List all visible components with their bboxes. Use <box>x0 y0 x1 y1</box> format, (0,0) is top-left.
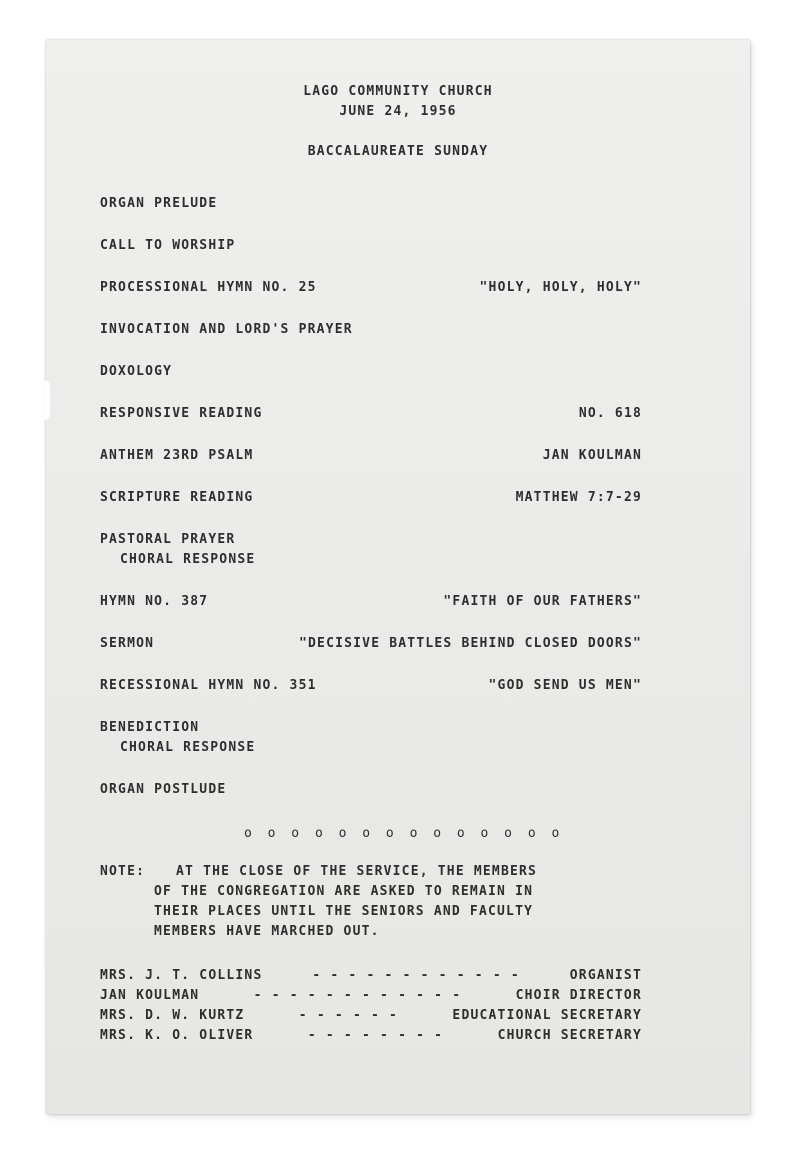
staff-role: CHOIR DIRECTOR <box>515 988 642 1003</box>
staff-row <box>100 1008 642 1024</box>
staff-name: MRS. D. W. KURTZ <box>100 1008 245 1023</box>
program-subitem: CHORAL RESPONSE <box>120 552 256 567</box>
program-item-detail: MATTHEW 7:7-29 <box>515 490 642 505</box>
note-text: MEMBERS HAVE MARCHED OUT. <box>154 924 380 939</box>
note-text: THEIR PLACES UNTIL THE SENIORS AND FACULTY <box>154 904 534 919</box>
service-date: JUNE 24, 1956 <box>339 104 457 119</box>
staff-dashes: - - - - - - - - - - - - <box>312 968 520 983</box>
program-item: SERMON <box>100 636 155 651</box>
program-item: ANTHEM 23RD PSALM <box>100 448 254 463</box>
staff-name: JAN KOULMAN <box>100 988 200 1003</box>
note-text: AT THE CLOSE OF THE SERVICE, THE MEMBERS <box>176 864 538 879</box>
service-occasion: BACCALAUREATE SUNDAY <box>307 144 489 159</box>
program-item: INVOCATION AND LORD'S PRAYER <box>100 322 353 337</box>
program-subitem: CHORAL RESPONSE <box>120 740 256 755</box>
program-item: ORGAN POSTLUDE <box>100 782 227 797</box>
program-item: PROCESSIONAL HYMN NO. 25 <box>100 280 317 295</box>
staff-role: CHURCH SECRETARY <box>497 1028 642 1043</box>
staff-row <box>100 1028 642 1044</box>
section-divider: o o o o o o o o o o o o o o <box>244 826 564 841</box>
staff-dashes: - - - - - - - - <box>307 1028 444 1043</box>
program-item-detail: "FAITH OF OUR FATHERS" <box>443 594 642 609</box>
program-item: DOXOLOGY <box>100 364 173 379</box>
church-name: LAGO COMMUNITY CHURCH <box>303 84 493 99</box>
staff-role: EDUCATIONAL SECRETARY <box>452 1008 642 1023</box>
program-item: SCRIPTURE READING <box>100 490 254 505</box>
program-sheet <box>46 40 750 1114</box>
staff-role: ORGANIST <box>569 968 642 983</box>
program-item: RESPONSIVE READING <box>100 406 263 421</box>
program-item-detail: "GOD SEND US MEN" <box>488 678 642 693</box>
program-item: ORGAN PRELUDE <box>100 196 218 211</box>
staff-name: MRS. J. T. COLLINS <box>100 968 263 983</box>
staff-dashes: - - - - - - <box>298 1008 399 1023</box>
staff-dashes: - - - - - - - - - - - - <box>253 988 462 1003</box>
staff-row <box>100 988 642 1004</box>
staff-name: MRS. K. O. OLIVER <box>100 1028 254 1043</box>
note-label: NOTE: <box>100 864 146 879</box>
sermon-title: "DECISIVE BATTLES BEHIND CLOSED DOORS" <box>298 636 642 651</box>
program-item: BENEDICTION <box>100 720 200 735</box>
program-item-detail: NO. 618 <box>578 406 642 421</box>
program-item-detail: "HOLY, HOLY, HOLY" <box>479 280 642 295</box>
staff-row <box>100 968 642 984</box>
program-item-detail: JAN KOULMAN <box>542 448 642 463</box>
program-item: RECESSIONAL HYMN NO. 351 <box>100 678 317 693</box>
program-item: HYMN NO. 387 <box>100 594 209 609</box>
note-text: OF THE CONGREGATION ARE ASKED TO REMAIN IN <box>154 884 534 899</box>
program-item: CALL TO WORSHIP <box>100 238 236 253</box>
program-item: PASTORAL PRAYER <box>100 532 236 547</box>
